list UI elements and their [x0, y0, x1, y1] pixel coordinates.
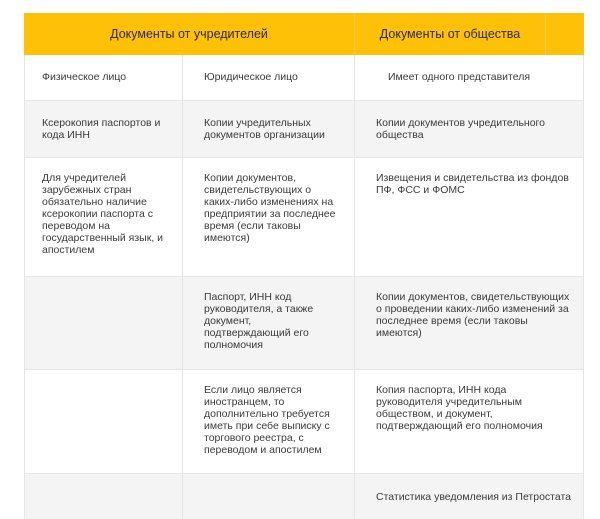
column-divider-2 — [354, 55, 355, 519]
subheader-legal-entity: Юридическое лицо — [204, 71, 298, 83]
header-divider — [354, 13, 355, 55]
cell-legal-entity: Копии учредительных документов организации — [204, 117, 325, 141]
column-divider-1 — [182, 55, 183, 519]
cell-representative: Копии документов, свидетельствующих о проведении каких-либо изменений за последнее время (если таковы имеются) — [376, 291, 570, 339]
subheader-individual: Физическое лицо — [42, 71, 127, 83]
cell-representative: Извещения и свидетельства из фондов ПФ, ФСС и ФОМС — [376, 172, 569, 196]
table-row — [24, 277, 584, 369]
cell-legal-entity: Копии документов, свидетельствующих о каких-либо изменениях на предприятии за последнее время (если таковы имеются) — [204, 172, 336, 244]
table-row — [24, 158, 584, 276]
header-company-documents: Документы от общества — [355, 13, 545, 55]
cell-individual: Ксерокопия паспортов и кода ИНН — [42, 117, 161, 141]
table-row — [24, 370, 584, 473]
cell-legal-entity: Если лицо является иностранцем, то дополнительно требуется иметь при себе выписку с торгового реестра, с переводом и апостилем — [204, 384, 330, 456]
table-row — [24, 474, 584, 519]
header-founders-documents: Документы от учредителей — [24, 13, 354, 55]
cell-representative: Копии документов учредительного общества — [376, 117, 545, 141]
cell-representative: Копия паспорта, ИНН кода руководителя учредительным обществом, и документ, подтверждающий его полномочия — [376, 384, 543, 432]
subheader-row — [24, 55, 584, 100]
header-filler — [545, 13, 584, 55]
cell-representative: Статистика уведомления из Петростата — [376, 491, 572, 503]
table-left-border — [24, 55, 25, 519]
subheader-one-representative: Имеет одного представителя — [388, 71, 531, 83]
table-right-border — [583, 55, 584, 519]
cell-individual: Для учредителей зарубежных стран обязательно наличие ксерокопии паспорта с переводом на государственный язык, и апостилем — [42, 172, 164, 256]
header-divider-right — [545, 13, 546, 55]
documents-table — [24, 13, 584, 519]
table-row — [24, 101, 584, 157]
cell-legal-entity: Паспорт, ИНН код руководителя, а также документ, подтверждающий его полномочия — [204, 291, 314, 351]
